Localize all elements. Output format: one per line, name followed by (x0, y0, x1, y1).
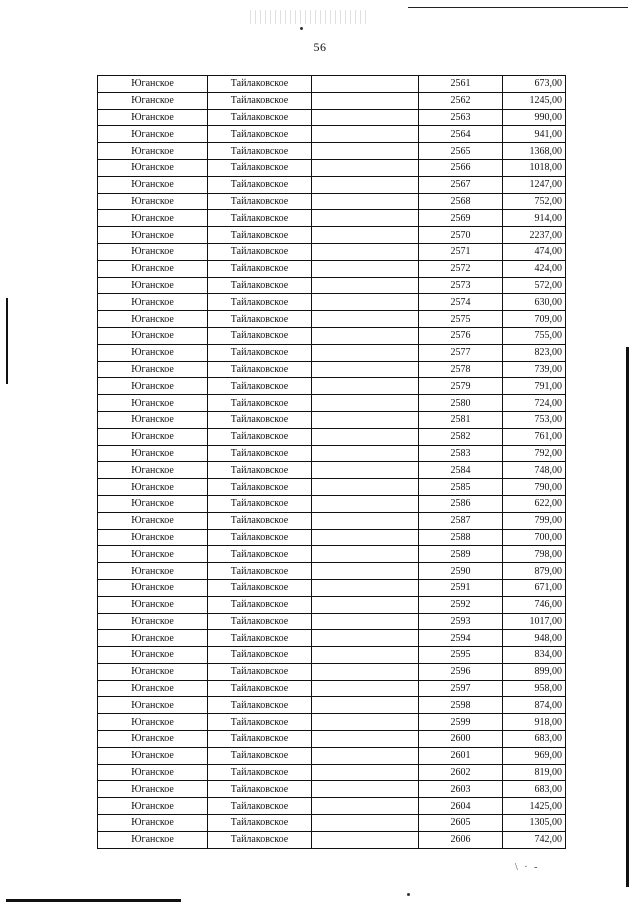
cell-value: 572,00 (503, 277, 566, 294)
scan-artifact-bottom-bar (6, 899, 181, 902)
cell-number: 2576 (419, 327, 503, 344)
table-body (98, 76, 566, 849)
cell-blank (312, 697, 419, 714)
cell-number: 2564 (419, 126, 503, 143)
cell-field: Юганское (98, 546, 208, 563)
cell-number: 2582 (419, 428, 503, 445)
cell-blank (312, 630, 419, 647)
cell-blank (312, 311, 419, 328)
table-row (98, 697, 566, 714)
cell-license: Тайлаковское (208, 344, 312, 361)
cell-license: Тайлаковское (208, 327, 312, 344)
cell-field: Юганское (98, 395, 208, 412)
table-row (98, 563, 566, 580)
cell-field: Юганское (98, 260, 208, 277)
cell-number: 2572 (419, 260, 503, 277)
cell-license: Тайлаковское (208, 243, 312, 260)
cell-field: Юганское (98, 193, 208, 210)
table-row (98, 781, 566, 798)
cell-field: Юганское (98, 428, 208, 445)
cell-field: Юганское (98, 563, 208, 580)
cell-license: Тайлаковское (208, 176, 312, 193)
cell-value: 914,00 (503, 210, 566, 227)
cell-license: Тайлаковское (208, 361, 312, 378)
cell-value: 948,00 (503, 630, 566, 647)
cell-blank (312, 495, 419, 512)
data-table (97, 75, 566, 849)
cell-value: 1245,00 (503, 92, 566, 109)
cell-number: 2575 (419, 311, 503, 328)
cell-field: Юганское (98, 109, 208, 126)
cell-license: Тайлаковское (208, 92, 312, 109)
cell-license: Тайлаковское (208, 831, 312, 848)
table-row (98, 227, 566, 244)
cell-blank (312, 815, 419, 832)
cell-license: Тайлаковское (208, 76, 312, 93)
cell-blank (312, 781, 419, 798)
cell-number: 2580 (419, 395, 503, 412)
cell-value: 673,00 (503, 76, 566, 93)
table-row (98, 378, 566, 395)
cell-license: Тайлаковское (208, 428, 312, 445)
cell-license: Тайлаковское (208, 126, 312, 143)
cell-field: Юганское (98, 344, 208, 361)
cell-number: 2598 (419, 697, 503, 714)
table-row (98, 815, 566, 832)
cell-license: Тайлаковское (208, 445, 312, 462)
table-row (98, 260, 566, 277)
cell-blank (312, 798, 419, 815)
cell-field: Юганское (98, 411, 208, 428)
table-row (98, 92, 566, 109)
cell-blank (312, 294, 419, 311)
table-row (98, 277, 566, 294)
cell-license: Тайлаковское (208, 411, 312, 428)
cell-license: Тайлаковское (208, 613, 312, 630)
cell-number: 2561 (419, 76, 503, 93)
cell-number: 2593 (419, 613, 503, 630)
cell-number: 2578 (419, 361, 503, 378)
cell-value: 671,00 (503, 579, 566, 596)
cell-field: Юганское (98, 529, 208, 546)
cell-field: Юганское (98, 630, 208, 647)
table-row (98, 714, 566, 731)
table-row (98, 428, 566, 445)
cell-value: 799,00 (503, 512, 566, 529)
cell-license: Тайлаковское (208, 529, 312, 546)
cell-number: 2581 (419, 411, 503, 428)
cell-value: 755,00 (503, 327, 566, 344)
cell-value: 683,00 (503, 781, 566, 798)
cell-field: Юганское (98, 327, 208, 344)
table-row (98, 613, 566, 630)
table-row (98, 109, 566, 126)
cell-value: 1425,00 (503, 798, 566, 815)
cell-blank (312, 76, 419, 93)
table-row (98, 630, 566, 647)
cell-number: 2605 (419, 815, 503, 832)
cell-value: 1247,00 (503, 176, 566, 193)
cell-number: 2588 (419, 529, 503, 546)
table-row (98, 143, 566, 160)
cell-value: 791,00 (503, 378, 566, 395)
cell-blank (312, 647, 419, 664)
cell-blank (312, 747, 419, 764)
table-row (98, 243, 566, 260)
cell-blank (312, 277, 419, 294)
cell-value: 1018,00 (503, 159, 566, 176)
cell-blank (312, 411, 419, 428)
table-row (98, 798, 566, 815)
cell-license: Тайлаковское (208, 260, 312, 277)
cell-field: Юганское (98, 159, 208, 176)
cell-field: Юганское (98, 176, 208, 193)
scan-artifact-squiggle: \ · - (515, 862, 540, 873)
cell-number: 2597 (419, 680, 503, 697)
cell-number: 2596 (419, 663, 503, 680)
cell-field: Юганское (98, 143, 208, 160)
cell-blank (312, 361, 419, 378)
cell-license: Тайлаковское (208, 395, 312, 412)
table-row (98, 546, 566, 563)
cell-license: Тайлаковское (208, 159, 312, 176)
cell-field: Юганское (98, 764, 208, 781)
cell-blank (312, 563, 419, 580)
cell-value: 879,00 (503, 563, 566, 580)
cell-field: Юганское (98, 798, 208, 815)
cell-license: Тайлаковское (208, 697, 312, 714)
cell-value: 1017,00 (503, 613, 566, 630)
cell-blank (312, 395, 419, 412)
table-row (98, 176, 566, 193)
table-row (98, 76, 566, 93)
cell-value: 683,00 (503, 731, 566, 748)
cell-blank (312, 596, 419, 613)
cell-license: Тайлаковское (208, 462, 312, 479)
cell-field: Юганское (98, 311, 208, 328)
table-row (98, 361, 566, 378)
cell-number: 2603 (419, 781, 503, 798)
table-row (98, 495, 566, 512)
cell-value: 724,00 (503, 395, 566, 412)
cell-field: Юганское (98, 294, 208, 311)
cell-field: Юганское (98, 76, 208, 93)
table-row (98, 344, 566, 361)
cell-field: Юганское (98, 781, 208, 798)
cell-number: 2590 (419, 563, 503, 580)
cell-license: Тайлаковское (208, 596, 312, 613)
table-row (98, 210, 566, 227)
cell-license: Тайлаковское (208, 630, 312, 647)
cell-license: Тайлаковское (208, 378, 312, 395)
scan-artifact-dot (300, 27, 303, 30)
cell-field: Юганское (98, 462, 208, 479)
cell-license: Тайлаковское (208, 747, 312, 764)
cell-blank (312, 731, 419, 748)
cell-value: 742,00 (503, 831, 566, 848)
cell-value: 874,00 (503, 697, 566, 714)
cell-number: 2602 (419, 764, 503, 781)
cell-value: 969,00 (503, 747, 566, 764)
cell-field: Юганское (98, 663, 208, 680)
cell-number: 2584 (419, 462, 503, 479)
cell-value: 918,00 (503, 714, 566, 731)
cell-number: 2595 (419, 647, 503, 664)
cell-blank (312, 680, 419, 697)
cell-value: 753,00 (503, 411, 566, 428)
cell-license: Тайлаковское (208, 210, 312, 227)
cell-blank (312, 92, 419, 109)
cell-number: 2599 (419, 714, 503, 731)
cell-blank (312, 260, 419, 277)
cell-blank (312, 143, 419, 160)
cell-field: Юганское (98, 361, 208, 378)
scan-artifact-right-bar (626, 347, 629, 887)
cell-license: Тайлаковское (208, 579, 312, 596)
table-row (98, 680, 566, 697)
cell-field: Юганское (98, 579, 208, 596)
cell-value: 700,00 (503, 529, 566, 546)
cell-blank (312, 227, 419, 244)
cell-number: 2591 (419, 579, 503, 596)
cell-number: 2569 (419, 210, 503, 227)
cell-number: 2563 (419, 109, 503, 126)
table-row (98, 663, 566, 680)
cell-field: Юганское (98, 210, 208, 227)
cell-blank (312, 210, 419, 227)
cell-value: 709,00 (503, 311, 566, 328)
cell-number: 2583 (419, 445, 503, 462)
cell-blank (312, 176, 419, 193)
cell-blank (312, 428, 419, 445)
cell-number: 2565 (419, 143, 503, 160)
table-row (98, 647, 566, 664)
cell-blank (312, 764, 419, 781)
cell-number: 2574 (419, 294, 503, 311)
table-row (98, 731, 566, 748)
cell-license: Тайлаковское (208, 680, 312, 697)
cell-number: 2601 (419, 747, 503, 764)
cell-license: Тайлаковское (208, 815, 312, 832)
cell-field: Юганское (98, 596, 208, 613)
cell-blank (312, 378, 419, 395)
cell-value: 990,00 (503, 109, 566, 126)
table-row (98, 445, 566, 462)
table-row (98, 479, 566, 496)
cell-blank (312, 714, 419, 731)
cell-value: 834,00 (503, 647, 566, 664)
table-row (98, 579, 566, 596)
cell-field: Юганское (98, 697, 208, 714)
cell-value: 823,00 (503, 344, 566, 361)
cell-value: 424,00 (503, 260, 566, 277)
cell-blank (312, 126, 419, 143)
cell-license: Тайлаковское (208, 663, 312, 680)
cell-blank (312, 327, 419, 344)
cell-blank (312, 445, 419, 462)
cell-number: 2606 (419, 831, 503, 848)
cell-number: 2577 (419, 344, 503, 361)
cell-license: Тайлаковское (208, 764, 312, 781)
cell-license: Тайлаковское (208, 512, 312, 529)
cell-license: Тайлаковское (208, 647, 312, 664)
cell-value: 958,00 (503, 680, 566, 697)
cell-field: Юганское (98, 479, 208, 496)
table-row (98, 327, 566, 344)
cell-blank (312, 512, 419, 529)
cell-field: Юганское (98, 495, 208, 512)
cell-field: Юганское (98, 680, 208, 697)
cell-field: Юганское (98, 815, 208, 832)
cell-license: Тайлаковское (208, 563, 312, 580)
cell-value: 1368,00 (503, 143, 566, 160)
table-row (98, 159, 566, 176)
table-row (98, 596, 566, 613)
cell-license: Тайлаковское (208, 294, 312, 311)
cell-field: Юганское (98, 445, 208, 462)
cell-blank (312, 831, 419, 848)
cell-blank (312, 344, 419, 361)
cell-license: Тайлаковское (208, 277, 312, 294)
cell-value: 474,00 (503, 243, 566, 260)
cell-value: 746,00 (503, 596, 566, 613)
cell-value: 792,00 (503, 445, 566, 462)
cell-field: Юганское (98, 378, 208, 395)
cell-license: Тайлаковское (208, 143, 312, 160)
cell-value: 790,00 (503, 479, 566, 496)
cell-field: Юганское (98, 613, 208, 630)
scan-artifact-speckle (250, 10, 370, 24)
cell-value: 1305,00 (503, 815, 566, 832)
cell-blank (312, 663, 419, 680)
cell-number: 2573 (419, 277, 503, 294)
cell-blank (312, 243, 419, 260)
cell-number: 2594 (419, 630, 503, 647)
cell-blank (312, 159, 419, 176)
cell-number: 2586 (419, 495, 503, 512)
table-row (98, 764, 566, 781)
cell-value: 622,00 (503, 495, 566, 512)
cell-value: 819,00 (503, 764, 566, 781)
cell-field: Юганское (98, 731, 208, 748)
cell-number: 2568 (419, 193, 503, 210)
table-row (98, 311, 566, 328)
table-row (98, 529, 566, 546)
cell-license: Тайлаковское (208, 479, 312, 496)
cell-blank (312, 613, 419, 630)
cell-field: Юганское (98, 227, 208, 244)
cell-number: 2562 (419, 92, 503, 109)
cell-field: Юганское (98, 126, 208, 143)
table-row (98, 294, 566, 311)
cell-number: 2600 (419, 731, 503, 748)
cell-license: Тайлаковское (208, 798, 312, 815)
cell-number: 2592 (419, 596, 503, 613)
cell-license: Тайлаковское (208, 495, 312, 512)
cell-number: 2566 (419, 159, 503, 176)
cell-blank (312, 462, 419, 479)
cell-license: Тайлаковское (208, 227, 312, 244)
cell-blank (312, 479, 419, 496)
cell-field: Юганское (98, 92, 208, 109)
cell-value: 752,00 (503, 193, 566, 210)
page-number: 56 (313, 40, 327, 54)
cell-blank (312, 193, 419, 210)
cell-value: 2237,00 (503, 227, 566, 244)
cell-field: Юганское (98, 747, 208, 764)
cell-number: 2589 (419, 546, 503, 563)
cell-value: 761,00 (503, 428, 566, 445)
table-row (98, 193, 566, 210)
cell-value: 739,00 (503, 361, 566, 378)
table-row (98, 512, 566, 529)
cell-number: 2567 (419, 176, 503, 193)
cell-number: 2604 (419, 798, 503, 815)
cell-number: 2579 (419, 378, 503, 395)
cell-blank (312, 529, 419, 546)
cell-value: 798,00 (503, 546, 566, 563)
cell-license: Тайлаковское (208, 311, 312, 328)
cell-field: Юганское (98, 243, 208, 260)
cell-value: 630,00 (503, 294, 566, 311)
cell-number: 2585 (419, 479, 503, 496)
cell-value: 941,00 (503, 126, 566, 143)
cell-field: Юганское (98, 277, 208, 294)
cell-license: Тайлаковское (208, 193, 312, 210)
cell-value: 899,00 (503, 663, 566, 680)
table-row (98, 462, 566, 479)
scan-artifact-left-bar (6, 298, 8, 384)
cell-license: Тайлаковское (208, 781, 312, 798)
cell-license: Тайлаковское (208, 731, 312, 748)
cell-license: Тайлаковское (208, 109, 312, 126)
table-row (98, 747, 566, 764)
cell-number: 2587 (419, 512, 503, 529)
table-row (98, 395, 566, 412)
cell-license: Тайлаковское (208, 714, 312, 731)
table-row (98, 831, 566, 848)
cell-field: Юганское (98, 714, 208, 731)
scan-artifact-top-line (408, 7, 628, 8)
cell-field: Юганское (98, 512, 208, 529)
cell-license: Тайлаковское (208, 546, 312, 563)
cell-field: Юганское (98, 647, 208, 664)
scan-artifact-dot (407, 893, 410, 896)
cell-blank (312, 579, 419, 596)
cell-blank (312, 546, 419, 563)
cell-field: Юганское (98, 831, 208, 848)
table-row (98, 411, 566, 428)
cell-value: 748,00 (503, 462, 566, 479)
table-row (98, 126, 566, 143)
cell-number: 2571 (419, 243, 503, 260)
cell-blank (312, 109, 419, 126)
cell-number: 2570 (419, 227, 503, 244)
